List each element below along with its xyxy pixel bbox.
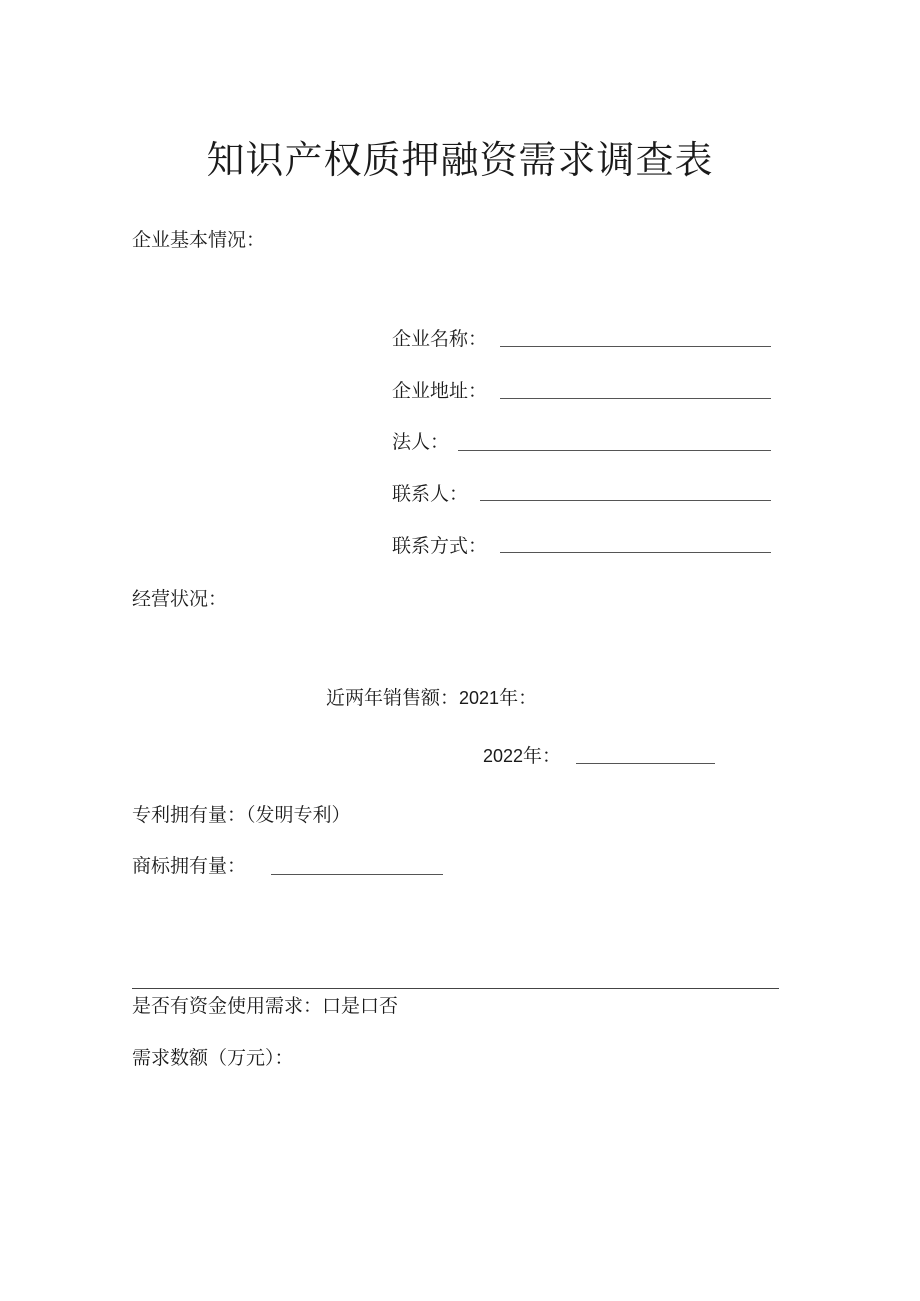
year-2021: 2021 <box>459 688 500 708</box>
legal-person-field[interactable] <box>458 450 771 451</box>
company-name-field[interactable] <box>500 346 771 347</box>
company-address-field[interactable] <box>500 398 771 399</box>
sales-row-2022 <box>483 743 561 769</box>
operations-heading: 经营状况： <box>132 588 228 610</box>
contact-info-label: 联系方式： <box>392 535 488 557</box>
company-name-label: 企业名称： <box>392 328 488 350</box>
year-2022: 2022 <box>483 746 524 766</box>
legal-person-label: 法人： <box>392 431 450 453</box>
page-title: 知识产权质押融资需求调查表 <box>206 138 714 182</box>
contact-info-field[interactable] <box>500 552 771 553</box>
trademark-count-field[interactable] <box>271 874 443 875</box>
contact-person-label: 联系人： <box>392 483 469 505</box>
basic-info-heading: 企业基本情况： <box>132 229 266 251</box>
company-address-label: 企业地址： <box>392 380 488 402</box>
patent-count-label: 专利拥有量：（发明专利） <box>132 804 351 826</box>
sales-2022-field[interactable] <box>576 763 715 764</box>
option-no-checkbox[interactable]: 口否 <box>360 995 399 1017</box>
sales-row-2021 <box>326 685 537 711</box>
contact-person-field[interactable] <box>480 500 771 501</box>
funding-question-row <box>132 993 398 1019</box>
year-suffix: 年： <box>523 745 562 767</box>
sales-label: 近两年销售额： <box>326 687 460 709</box>
year-suffix: 年： <box>499 687 538 709</box>
section-divider <box>132 988 779 989</box>
funding-question-label: 是否有资金使用需求： <box>132 995 323 1017</box>
option-yes-checkbox[interactable]: 口是 <box>322 995 361 1017</box>
trademark-count-label: 商标拥有量： <box>132 855 247 877</box>
funding-amount-label: 需求数额（万元）： <box>132 1047 294 1069</box>
